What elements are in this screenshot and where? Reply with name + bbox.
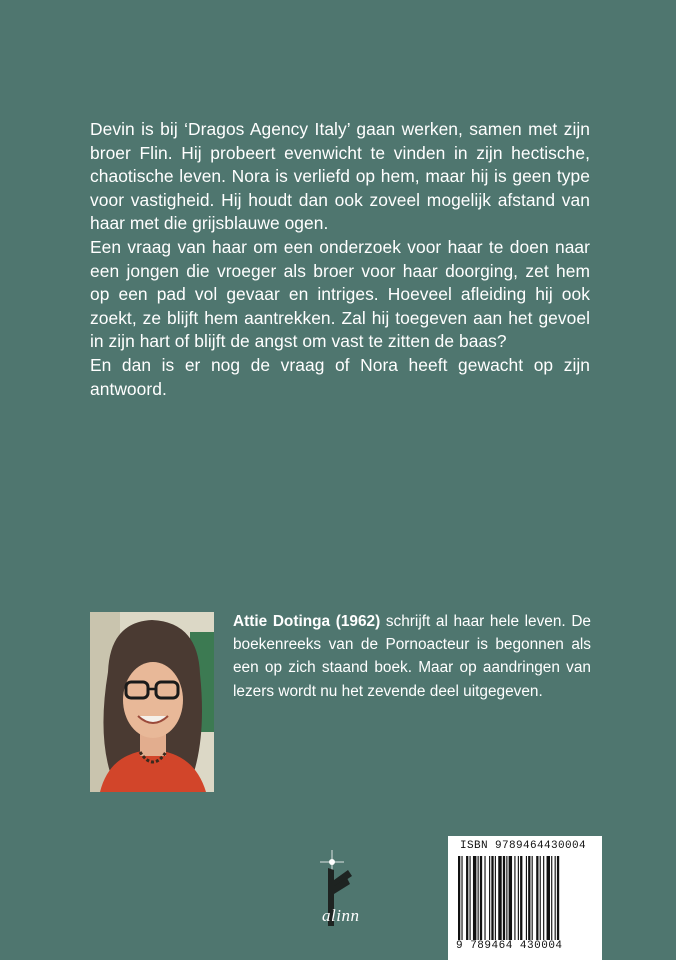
blurb-paragraph-1: Devin is bij ‘Dragos Agency Italy’ gaan werken, samen met zijn broer Flin. Hij probeert evenwicht te vinden in zijn hectische, chaotische leven. Nora is verliefd op hem, maar hij is geen type voor vastigheid. Hij houdt dan ook zoveel mogelijk afstand van haar met die grijsblauwe ogen. xyxy=(90,119,590,234)
barcode-digits: 9 789464 430004 xyxy=(456,940,563,952)
blurb-paragraph-2: Een vraag van haar om een onderzoek voor haar te doen naar een jongen die vroeger als broer voor haar doorging, zet hem op een pad vol gevaar en intriges. Hoeveel afleiding hij ook zoekt, ze blijft hem aantrekken. Zal hij toegeven aan het gevoel in zijn hart of blijft de angst om vast te zitten de baas? xyxy=(90,236,590,352)
author-portrait-illustration xyxy=(90,612,214,792)
barcode-icon xyxy=(458,856,594,940)
author-bio-text: schrijft al haar hele leven. De boekenreeks van de Pornoacteur is begonnen als een op zich staand boek. Maar op aandringen van lezers wordt nu het zevende deel uitgegeven. xyxy=(233,613,591,700)
author-bio xyxy=(233,610,591,703)
publisher-name: alinn xyxy=(322,906,360,925)
author-name: Attie Dotinga (1962) xyxy=(233,613,381,630)
isbn-label: ISBN 9789464430004 xyxy=(460,840,587,852)
author-photo xyxy=(90,612,214,792)
back-cover-blurb xyxy=(90,118,590,401)
blurb-paragraph-3: En dan is er nog de vraag of Nora heeft gewacht op zijn antwoord. xyxy=(90,354,590,399)
